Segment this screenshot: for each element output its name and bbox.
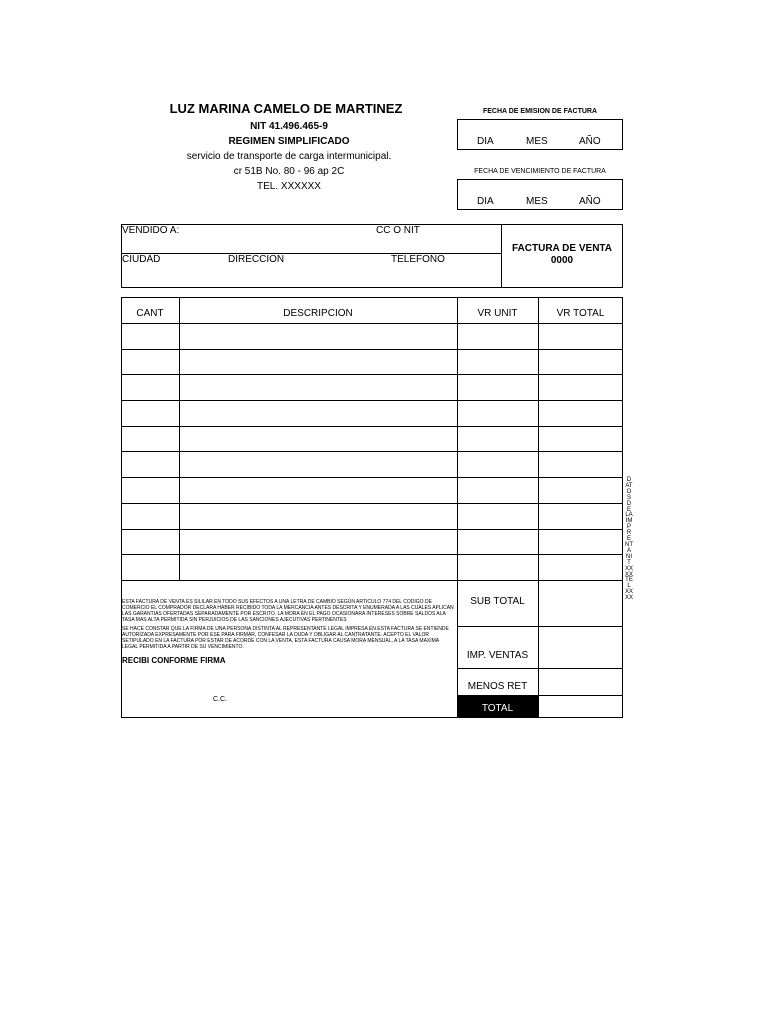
vencimiento-date-box — [457, 179, 623, 210]
vencimiento-ano: AÑO — [579, 196, 601, 207]
row-line — [121, 349, 623, 350]
company-phone: TEL. XXXXXX — [257, 181, 321, 192]
recibi-conforme: RECIBI CONFORME FIRMA — [122, 656, 226, 665]
col-header-vrunit: VR UNIT — [477, 308, 518, 319]
col-header-cant: CANT — [136, 308, 164, 319]
imp-ventas-label: IMP. VENTAS — [466, 650, 529, 661]
totals-line — [457, 626, 623, 627]
total-label: TOTAL — [481, 703, 514, 714]
row-line — [121, 374, 623, 375]
col-header-descripcion: DESCRIPCION — [283, 308, 353, 319]
telefono-label: TELEFONO — [391, 254, 445, 265]
ciudad-label: CIUDAD — [122, 254, 161, 265]
vencimiento-dia: DIA — [477, 196, 494, 207]
subtotal-label: SUB TOTAL — [470, 596, 525, 607]
legal-text-2: SE HACE CONSTAR QUE LA FIRMA DE UNA PERSONA DISTINTA AL REPRESENTANTE LEGAL IMPRESA EN ESTA FACTURA SE ENTIENDE AUTORIZADA EXPRESAMENTE POR ESE PARA FIRMAR, CONFESAR LA DUDA Y OBLIGAR AL CANTRATANTE. ACEPTO EL VALOR SETIPULADO EN LA FACTURA POR ESTAR DE ACORDE CON LA VENTA, ESTA FACTURA CAUSA MORA MENSUAL, A LA TASA MAXIMA LEGAL PERMITIDA A PARTIR DE SU VENCIMIENTO. — [122, 626, 449, 650]
totals-line — [457, 668, 623, 669]
invoice-number: 0000 — [550, 255, 574, 266]
emision-dia: DIA — [477, 136, 494, 147]
vendido-label: VENDIDO A: — [122, 225, 180, 236]
row-line — [121, 477, 623, 478]
items-table — [121, 297, 623, 718]
regimen: REGIMEN SIMPLIFICADO — [228, 136, 350, 147]
row-line — [121, 400, 623, 401]
company-nit: NIT 41.496.465-9 — [250, 121, 328, 132]
emision-ano: AÑO — [579, 136, 601, 147]
cc-label: C.C. — [213, 696, 227, 703]
total-label-cell — [457, 696, 538, 718]
col-line-vrunit — [538, 297, 539, 718]
vencimiento-mes: MES — [526, 196, 548, 207]
col-line-cant — [179, 297, 180, 580]
direccion-label: DIRECCION — [228, 254, 285, 265]
row-line — [121, 426, 623, 427]
imprenta-side-text: DATOS DE LA IMPRENTA NIT XXXX TEL XXXX — [625, 477, 634, 602]
row-line — [121, 580, 623, 581]
company-name: LUZ MARINA CAMELO DE MARTINEZ — [169, 101, 403, 116]
cc-nit-label: CC O NIT — [376, 225, 420, 236]
invoice-label: FACTURA DE VENTA — [512, 243, 612, 254]
company-address: cr 51B No. 80 - 96 ap 2C — [233, 166, 345, 177]
legal-text-1: ESTA FACTURA DE VENTA ES SILILAR EN TODO SUS EFECTOS A UNA LETRA DE CAMBIO SEGÚN ARTICULO 774 DEL CODIGO DE COMERCIO EL COMPRADOR DECLARA HABER RECIBIDO TODA LA MERCANCIA ANTES DESCRITA Y ENUMERADA A LAS CUALES APLICAN LAS GARANTIAS OFERTADAS SEPARADAMENTE POR ESCRITO. LA MORA EN EL PAGO OCASIONARA INTERESES SOBRE SALDOS ALA TASA MAS ALTA PERMITIDA SIN PERJUICIOS DE LAS SANCIONES AJECUTIVAS PERTINENTES — [122, 599, 454, 623]
emision-label: FECHA DE EMISION DE FACTURA — [482, 108, 598, 115]
row-line — [121, 554, 623, 555]
row-line — [121, 323, 623, 324]
row-line — [121, 503, 623, 504]
service-description: servicio de transporte de carga intermunicipal. — [186, 151, 392, 162]
vencimiento-label: FECHA DE VENCIMIENTO DE FACTURA — [474, 168, 606, 175]
emision-date-box — [457, 119, 623, 150]
menos-ret-label: MENOS RET — [467, 681, 528, 692]
row-line — [121, 451, 623, 452]
col-header-vrtotal: VR TOTAL — [556, 308, 605, 319]
emision-mes: MES — [526, 136, 548, 147]
row-line — [121, 529, 623, 530]
